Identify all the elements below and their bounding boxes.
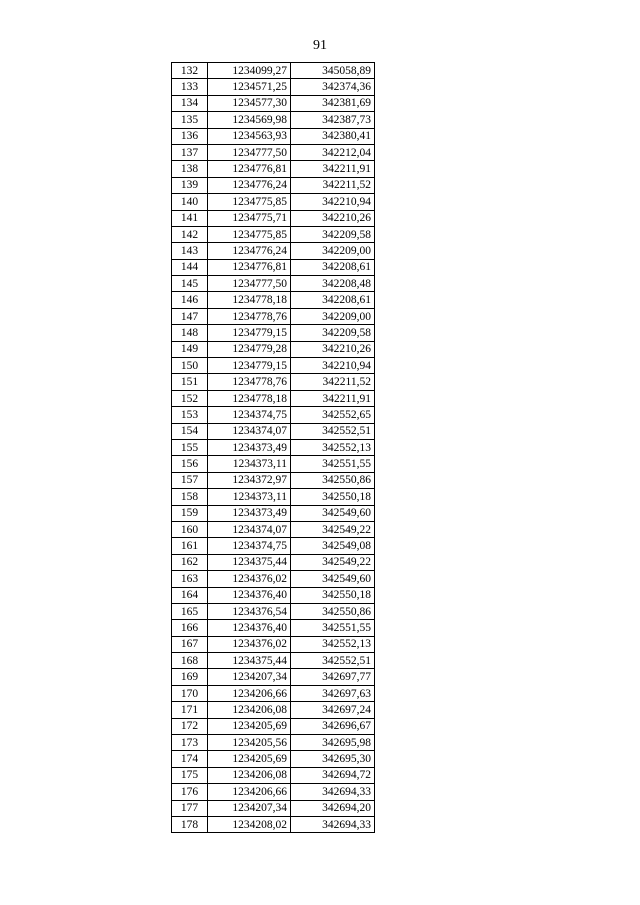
x-coordinate-cell: 1234776,81: [208, 259, 291, 275]
x-coordinate-cell: 1234777,50: [208, 276, 291, 292]
point-number-cell: 174: [172, 751, 208, 767]
point-number-cell: 145: [172, 276, 208, 292]
x-coordinate-cell: 1234778,18: [208, 292, 291, 308]
table-row: [172, 308, 375, 324]
point-number-cell: 176: [172, 784, 208, 800]
x-coordinate-cell: 1234372,97: [208, 472, 291, 488]
table-row: [172, 259, 375, 275]
table-row: [172, 767, 375, 783]
point-number-cell: 163: [172, 571, 208, 587]
table-row: [172, 735, 375, 751]
table-row: [172, 538, 375, 554]
table-row: [172, 653, 375, 669]
x-coordinate-cell: 1234206,66: [208, 784, 291, 800]
table-row: [172, 161, 375, 177]
point-number-cell: 142: [172, 226, 208, 242]
point-number-cell: 155: [172, 439, 208, 455]
table-row: [172, 144, 375, 160]
table-row: [172, 112, 375, 128]
x-coordinate-cell: 1234778,18: [208, 390, 291, 406]
point-number-cell: 165: [172, 603, 208, 619]
x-coordinate-cell: 1234373,11: [208, 456, 291, 472]
y-coordinate-cell: 342211,52: [291, 374, 375, 390]
table-row: [172, 177, 375, 193]
table-row: [172, 456, 375, 472]
y-coordinate-cell: 342210,94: [291, 358, 375, 374]
x-coordinate-cell: 1234375,44: [208, 653, 291, 669]
x-coordinate-cell: 1234207,34: [208, 800, 291, 816]
point-number-cell: 157: [172, 472, 208, 488]
y-coordinate-cell: 342549,60: [291, 505, 375, 521]
table-row: [172, 243, 375, 259]
point-number-cell: 169: [172, 669, 208, 685]
x-coordinate-cell: 1234375,44: [208, 554, 291, 570]
y-coordinate-cell: 342381,69: [291, 95, 375, 111]
point-number-cell: 134: [172, 95, 208, 111]
x-coordinate-cell: 1234776,81: [208, 161, 291, 177]
x-coordinate-cell: 1234376,40: [208, 587, 291, 603]
point-number-cell: 143: [172, 243, 208, 259]
x-coordinate-cell: 1234207,34: [208, 669, 291, 685]
table-row: [172, 751, 375, 767]
y-coordinate-cell: 342208,61: [291, 259, 375, 275]
point-number-cell: 146: [172, 292, 208, 308]
y-coordinate-cell: 342552,51: [291, 653, 375, 669]
table-row: [172, 226, 375, 242]
y-coordinate-cell: 342694,72: [291, 767, 375, 783]
y-coordinate-cell: 342551,55: [291, 620, 375, 636]
x-coordinate-cell: 1234205,69: [208, 751, 291, 767]
y-coordinate-cell: 342387,73: [291, 112, 375, 128]
x-coordinate-cell: 1234208,02: [208, 816, 291, 832]
point-number-cell: 162: [172, 554, 208, 570]
y-coordinate-cell: 342208,48: [291, 276, 375, 292]
point-number-cell: 175: [172, 767, 208, 783]
y-coordinate-cell: 342549,22: [291, 521, 375, 537]
point-number-cell: 133: [172, 79, 208, 95]
point-number-cell: 166: [172, 620, 208, 636]
y-coordinate-cell: 342208,61: [291, 292, 375, 308]
x-coordinate-cell: 1234205,56: [208, 735, 291, 751]
x-coordinate-cell: 1234206,66: [208, 685, 291, 701]
y-coordinate-cell: 345058,89: [291, 63, 375, 79]
x-coordinate-cell: 1234775,85: [208, 194, 291, 210]
table-row: [172, 702, 375, 718]
point-number-cell: 161: [172, 538, 208, 554]
y-coordinate-cell: 342694,33: [291, 816, 375, 832]
x-coordinate-cell: 1234779,15: [208, 325, 291, 341]
point-number-cell: 144: [172, 259, 208, 275]
table-row: [172, 292, 375, 308]
x-coordinate-cell: 1234374,75: [208, 538, 291, 554]
point-number-cell: 158: [172, 489, 208, 505]
y-coordinate-cell: 342552,65: [291, 407, 375, 423]
point-number-cell: 148: [172, 325, 208, 341]
table-row: [172, 79, 375, 95]
table-row: [172, 685, 375, 701]
coordinates-table-body: [172, 63, 375, 833]
y-coordinate-cell: 342694,33: [291, 784, 375, 800]
table-row: [172, 603, 375, 619]
point-number-cell: 156: [172, 456, 208, 472]
table-row: [172, 390, 375, 406]
x-coordinate-cell: 1234776,24: [208, 177, 291, 193]
x-coordinate-cell: 1234563,93: [208, 128, 291, 144]
table-row: [172, 784, 375, 800]
x-coordinate-cell: 1234569,98: [208, 112, 291, 128]
point-number-cell: 153: [172, 407, 208, 423]
y-coordinate-cell: 342211,91: [291, 161, 375, 177]
table-row: [172, 325, 375, 341]
y-coordinate-cell: 342210,94: [291, 194, 375, 210]
table-row: [172, 505, 375, 521]
x-coordinate-cell: 1234373,49: [208, 439, 291, 455]
y-coordinate-cell: 342550,18: [291, 489, 375, 505]
table-row: [172, 636, 375, 652]
table-row: [172, 554, 375, 570]
point-number-cell: 154: [172, 423, 208, 439]
x-coordinate-cell: 1234205,69: [208, 718, 291, 734]
x-coordinate-cell: 1234373,11: [208, 489, 291, 505]
point-number-cell: 152: [172, 390, 208, 406]
y-coordinate-cell: 342210,26: [291, 210, 375, 226]
y-coordinate-cell: 342550,86: [291, 603, 375, 619]
x-coordinate-cell: 1234376,02: [208, 636, 291, 652]
x-coordinate-cell: 1234571,25: [208, 79, 291, 95]
point-number-cell: 147: [172, 308, 208, 324]
table-row: [172, 571, 375, 587]
table-row: [172, 620, 375, 636]
x-coordinate-cell: 1234374,75: [208, 407, 291, 423]
table-row: [172, 276, 375, 292]
y-coordinate-cell: 342380,41: [291, 128, 375, 144]
table-row: [172, 669, 375, 685]
y-coordinate-cell: 342549,08: [291, 538, 375, 554]
table-row: [172, 489, 375, 505]
y-coordinate-cell: 342212,04: [291, 144, 375, 160]
x-coordinate-cell: 1234777,50: [208, 144, 291, 160]
point-number-cell: 132: [172, 63, 208, 79]
x-coordinate-cell: 1234374,07: [208, 521, 291, 537]
page-number: 91: [313, 38, 327, 53]
point-number-cell: 170: [172, 685, 208, 701]
point-number-cell: 167: [172, 636, 208, 652]
x-coordinate-cell: 1234778,76: [208, 374, 291, 390]
x-coordinate-cell: 1234775,71: [208, 210, 291, 226]
y-coordinate-cell: 342209,00: [291, 243, 375, 259]
y-coordinate-cell: 342697,63: [291, 685, 375, 701]
point-number-cell: 178: [172, 816, 208, 832]
point-number-cell: 135: [172, 112, 208, 128]
point-number-cell: 159: [172, 505, 208, 521]
x-coordinate-cell: 1234376,02: [208, 571, 291, 587]
y-coordinate-cell: 342211,91: [291, 390, 375, 406]
y-coordinate-cell: 342211,52: [291, 177, 375, 193]
point-number-cell: 141: [172, 210, 208, 226]
table-row: [172, 816, 375, 832]
x-coordinate-cell: 1234376,40: [208, 620, 291, 636]
table-row: [172, 800, 375, 816]
x-coordinate-cell: 1234206,08: [208, 702, 291, 718]
x-coordinate-cell: 1234577,30: [208, 95, 291, 111]
x-coordinate-cell: 1234778,76: [208, 308, 291, 324]
point-number-cell: 150: [172, 358, 208, 374]
table-row: [172, 587, 375, 603]
point-number-cell: 160: [172, 521, 208, 537]
table-row: [172, 210, 375, 226]
point-number-cell: 140: [172, 194, 208, 210]
table-row: [172, 358, 375, 374]
y-coordinate-cell: 342550,86: [291, 472, 375, 488]
coordinates-table: [171, 62, 375, 833]
table-row: [172, 194, 375, 210]
x-coordinate-cell: 1234099,27: [208, 63, 291, 79]
y-coordinate-cell: 342209,58: [291, 226, 375, 242]
y-coordinate-cell: 342695,98: [291, 735, 375, 751]
table-row: [172, 718, 375, 734]
y-coordinate-cell: 342694,20: [291, 800, 375, 816]
table-row: [172, 407, 375, 423]
y-coordinate-cell: 342552,13: [291, 439, 375, 455]
table-row: [172, 374, 375, 390]
point-number-cell: 151: [172, 374, 208, 390]
table-row: [172, 521, 375, 537]
x-coordinate-cell: 1234779,28: [208, 341, 291, 357]
x-coordinate-cell: 1234376,54: [208, 603, 291, 619]
x-coordinate-cell: 1234373,49: [208, 505, 291, 521]
point-number-cell: 137: [172, 144, 208, 160]
point-number-cell: 149: [172, 341, 208, 357]
x-coordinate-cell: 1234776,24: [208, 243, 291, 259]
y-coordinate-cell: 342552,13: [291, 636, 375, 652]
table-row: [172, 128, 375, 144]
y-coordinate-cell: 342549,60: [291, 571, 375, 587]
table-row: [172, 341, 375, 357]
y-coordinate-cell: 342695,30: [291, 751, 375, 767]
y-coordinate-cell: 342374,36: [291, 79, 375, 95]
point-number-cell: 136: [172, 128, 208, 144]
y-coordinate-cell: 342697,77: [291, 669, 375, 685]
point-number-cell: 177: [172, 800, 208, 816]
table-row: [172, 472, 375, 488]
point-number-cell: 138: [172, 161, 208, 177]
y-coordinate-cell: 342550,18: [291, 587, 375, 603]
y-coordinate-cell: 342209,58: [291, 325, 375, 341]
x-coordinate-cell: 1234374,07: [208, 423, 291, 439]
y-coordinate-cell: 342551,55: [291, 456, 375, 472]
point-number-cell: 139: [172, 177, 208, 193]
point-number-cell: 168: [172, 653, 208, 669]
table-row: [172, 439, 375, 455]
y-coordinate-cell: 342696,67: [291, 718, 375, 734]
table-row: [172, 423, 375, 439]
y-coordinate-cell: 342209,00: [291, 308, 375, 324]
y-coordinate-cell: 342210,26: [291, 341, 375, 357]
y-coordinate-cell: 342549,22: [291, 554, 375, 570]
table-row: [172, 95, 375, 111]
point-number-cell: 164: [172, 587, 208, 603]
x-coordinate-cell: 1234779,15: [208, 358, 291, 374]
point-number-cell: 173: [172, 735, 208, 751]
x-coordinate-cell: 1234775,85: [208, 226, 291, 242]
point-number-cell: 171: [172, 702, 208, 718]
point-number-cell: 172: [172, 718, 208, 734]
table-row: [172, 63, 375, 79]
x-coordinate-cell: 1234206,08: [208, 767, 291, 783]
y-coordinate-cell: 342552,51: [291, 423, 375, 439]
y-coordinate-cell: 342697,24: [291, 702, 375, 718]
